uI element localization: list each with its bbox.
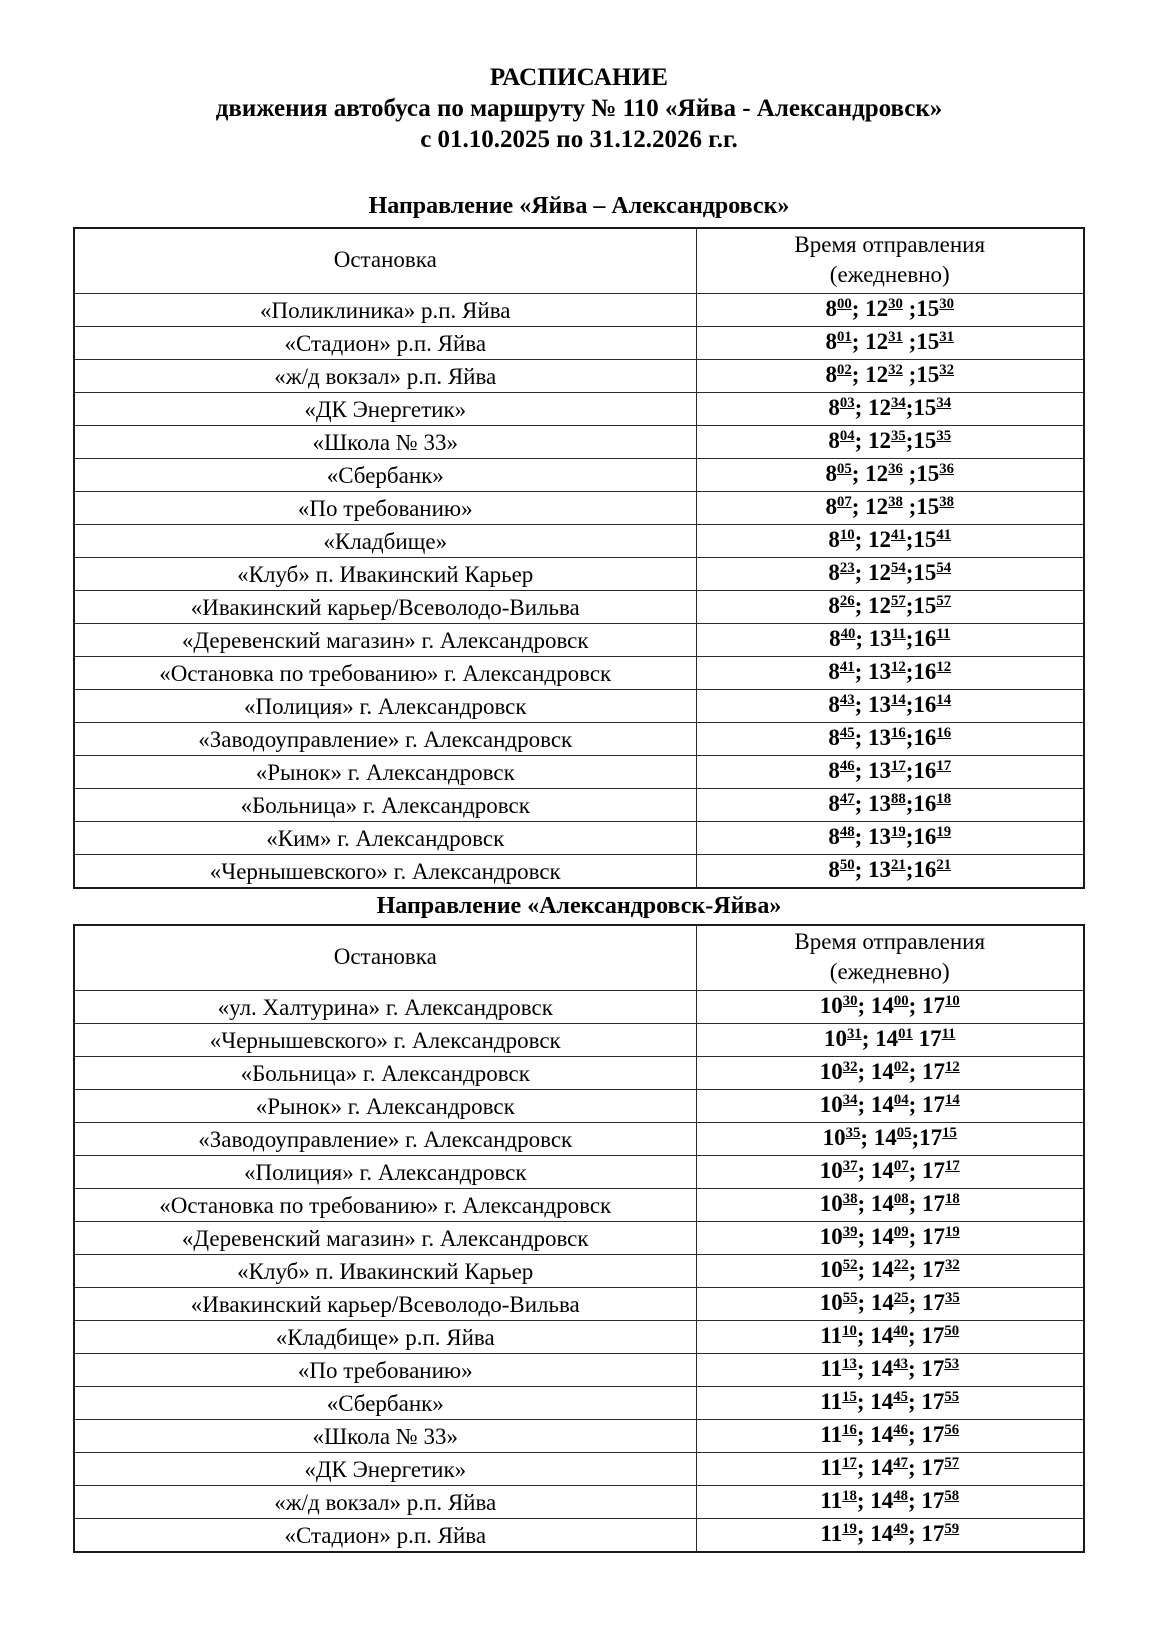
- time-minutes: 01: [898, 1025, 913, 1042]
- time-minutes: 31: [888, 328, 903, 345]
- departure-time-cell: $11^{10}$; $14^{40}$; $17^{50}$: [696, 1321, 1084, 1354]
- time-minutes: 41: [839, 658, 855, 675]
- table-row: [74, 1519, 1084, 1553]
- time-minutes: 45: [839, 724, 855, 741]
- departure-time-cell: $8^{23}$; $12^{54};15^{54}$: [696, 558, 1084, 591]
- document-title-line3: с 01.10.2025 по 31.12.2026 г.г.: [420, 126, 738, 153]
- stop-name-cell: «Рынок» г. Александровск: [74, 756, 696, 789]
- schedule-table-body: [74, 991, 1084, 1553]
- stop-name-cell: «Остановка по требованию» г. Александровск: [74, 657, 696, 690]
- time-minutes: 16: [842, 1421, 857, 1438]
- departure-time-cell: $10^{37}$; $14^{07}$; $17^{17}$: [696, 1156, 1084, 1189]
- table-row: [74, 1222, 1084, 1255]
- time-minutes: 88: [891, 790, 906, 807]
- stop-name-cell: «Ким» г. Александровск: [74, 822, 696, 855]
- table-row: [74, 558, 1084, 591]
- stop-name-cell: «ДК Энергетик»: [74, 1453, 696, 1486]
- stop-name-cell: «Клуб» п. Ивакинский Карьер: [74, 558, 696, 591]
- departure-time-cell: $11^{18}$; $14^{48}$; $17^{58}$: [696, 1486, 1084, 1519]
- time-minutes: 34: [842, 1091, 858, 1108]
- time-minutes: 19: [936, 823, 952, 840]
- stop-name-cell: «Деревенский магазин» г. Александровск: [74, 1222, 696, 1255]
- departure-time-cell: $8^{41}$; $13^{12};16^{12}$: [696, 657, 1084, 690]
- time-minutes: 11: [941, 1025, 956, 1042]
- departure-time-cell: $8^{07}$; $12^{38}$ $;15^{38}$: [696, 492, 1084, 525]
- time-minutes: 39: [842, 1223, 858, 1240]
- stop-name-cell: «ж/д вокзал» р.п. Яйва: [74, 1486, 696, 1519]
- time-minutes: 13: [842, 1355, 857, 1372]
- departure-time-cell: $10^{38}$; $14^{08}$; $17^{18}$: [696, 1189, 1084, 1222]
- table-row: [74, 690, 1084, 723]
- time-minutes: 40: [893, 1322, 908, 1339]
- table-row: [74, 1156, 1084, 1189]
- time-minutes: 46: [893, 1421, 908, 1438]
- time-minutes: 15: [842, 1388, 857, 1405]
- departure-time-cell: $8^{10}$; $12^{41};15^{41}$: [696, 525, 1084, 558]
- stop-name-cell: «Ивакинский карьер/Всеволодо-Вильва: [74, 591, 696, 624]
- time-minutes: 11: [891, 625, 906, 642]
- time-minutes: 02: [837, 361, 852, 378]
- column-header-time-line2: (ежедневно): [829, 262, 950, 287]
- table-row: [74, 1420, 1084, 1453]
- time-minutes: 03: [839, 394, 855, 411]
- time-minutes: 32: [888, 361, 903, 378]
- time-minutes: 56: [944, 1421, 960, 1438]
- departure-time-cell: $8^{40}$; $13^{11};16^{11}$: [696, 624, 1084, 657]
- time-minutes: 32: [945, 1256, 960, 1273]
- stop-name-cell: «Заводоуправление» г. Александровск: [74, 723, 696, 756]
- time-minutes: 08: [893, 1190, 909, 1207]
- time-minutes: 04: [893, 1091, 909, 1108]
- time-minutes: 16: [891, 724, 906, 741]
- time-minutes: 05: [896, 1124, 912, 1141]
- time-minutes: 47: [893, 1454, 908, 1471]
- time-minutes: 38: [888, 493, 903, 510]
- time-minutes: 57: [891, 592, 906, 609]
- time-minutes: 21: [936, 856, 952, 873]
- table-row: [74, 789, 1084, 822]
- time-minutes: 45: [893, 1388, 908, 1405]
- stop-name-cell: «Кладбище»: [74, 525, 696, 558]
- time-minutes: 01: [837, 328, 852, 345]
- column-header-stop: Остановка: [74, 925, 696, 991]
- time-minutes: 30: [842, 992, 858, 1009]
- stop-name-cell: «Стадион» р.п. Яйва: [74, 1519, 696, 1553]
- departure-time-cell: $8^{05}$; $12^{36}$ $;15^{36}$: [696, 459, 1084, 492]
- time-minutes: 19: [891, 823, 906, 840]
- stop-name-cell: «Кладбище» р.п. Яйва: [74, 1321, 696, 1354]
- column-header-stop: Остановка: [74, 228, 696, 294]
- time-minutes: 49: [893, 1520, 908, 1537]
- time-minutes: 30: [888, 295, 903, 312]
- time-minutes: 55: [842, 1289, 858, 1306]
- table-row: [74, 1024, 1084, 1057]
- column-header-departure-time: [696, 925, 1084, 991]
- stop-name-cell: «ж/д вокзал» р.п. Яйва: [74, 360, 696, 393]
- time-minutes: 14: [891, 691, 906, 708]
- departure-time-cell: $10^{55}$; $14^{25}$; $17^{35}$: [696, 1288, 1084, 1321]
- time-minutes: 18: [945, 1190, 960, 1207]
- table-row: [74, 360, 1084, 393]
- time-minutes: 43: [893, 1355, 908, 1372]
- time-minutes: 50: [944, 1322, 960, 1339]
- time-minutes: 18: [936, 790, 952, 807]
- table-row: [74, 991, 1084, 1024]
- stop-name-cell: «Полиция» г. Александровск: [74, 690, 696, 723]
- table-header-row: [74, 228, 1084, 294]
- table-row: [74, 624, 1084, 657]
- table-row: [74, 1321, 1084, 1354]
- time-minutes: 34: [936, 394, 952, 411]
- departure-time-cell: $8^{47}$; $13^{88};16^{18}$: [696, 789, 1084, 822]
- table-row: [74, 1057, 1084, 1090]
- time-minutes: 00: [893, 992, 909, 1009]
- time-minutes: 47: [839, 790, 855, 807]
- stop-name-cell: «Заводоуправление» г. Александровск: [74, 1123, 696, 1156]
- stop-name-cell: «Чернышевского» г. Александровск: [74, 855, 696, 889]
- time-minutes: 36: [939, 460, 954, 477]
- time-minutes: 19: [945, 1223, 960, 1240]
- time-minutes: 18: [842, 1487, 857, 1504]
- time-minutes: 38: [842, 1190, 858, 1207]
- time-minutes: 12: [936, 658, 952, 675]
- time-minutes: 30: [939, 295, 954, 312]
- time-minutes: 50: [839, 856, 855, 873]
- table-row: [74, 1123, 1084, 1156]
- departure-time-cell: $11^{16}$; $14^{46}$; $17^{56}$: [696, 1420, 1084, 1453]
- stop-name-cell: «Сбербанк»: [74, 459, 696, 492]
- column-header-departure-time: [696, 228, 1084, 294]
- stop-name-cell: «Остановка по требованию» г. Александровск: [74, 1189, 696, 1222]
- table-row: [74, 525, 1084, 558]
- stop-name-cell: «По требованию»: [74, 492, 696, 525]
- time-minutes: 43: [839, 691, 855, 708]
- time-minutes: 10: [842, 1322, 857, 1339]
- time-minutes: 54: [936, 559, 952, 576]
- time-minutes: 14: [936, 691, 952, 708]
- time-minutes: 52: [842, 1256, 858, 1273]
- time-minutes: 11: [936, 625, 951, 642]
- time-minutes: 10: [945, 992, 960, 1009]
- time-minutes: 00: [837, 295, 852, 312]
- time-minutes: 40: [840, 625, 856, 642]
- stop-name-cell: «Поликлиника» р.п. Яйва: [74, 294, 696, 327]
- departure-time-cell: $11^{19}$; $14^{49}$; $17^{59}$: [696, 1519, 1084, 1553]
- time-minutes: 38: [939, 493, 954, 510]
- departure-time-cell: $8^{02}$; $12^{32}$ $;15^{32}$: [696, 360, 1084, 393]
- time-minutes: 41: [891, 526, 906, 543]
- table-row: [74, 426, 1084, 459]
- column-header-time-line1: Время отправления: [794, 232, 986, 257]
- stop-name-cell: «Школа № 33»: [74, 426, 696, 459]
- departure-time-cell: $8^{48}$; $13^{19};16^{19}$: [696, 822, 1084, 855]
- departure-time-cell: $8^{45}$; $13^{16};16^{16}$: [696, 723, 1084, 756]
- time-minutes: 48: [893, 1487, 908, 1504]
- table-row: [74, 756, 1084, 789]
- table-row: [74, 1090, 1084, 1123]
- departure-time-cell: $10^{31}$; $14^{01}$ $17^{11}$: [696, 1024, 1084, 1057]
- table-row: [74, 657, 1084, 690]
- departure-time-cell: $8^{43}$; $13^{14};16^{14}$: [696, 690, 1084, 723]
- departure-time-cell: $10^{52}$; $14^{22}$; $17^{32}$: [696, 1255, 1084, 1288]
- time-minutes: 54: [891, 559, 906, 576]
- time-minutes: 57: [936, 592, 952, 609]
- departure-time-cell: $11^{13}$; $14^{43}$; $17^{53}$: [696, 1354, 1084, 1387]
- time-minutes: 09: [893, 1223, 909, 1240]
- time-minutes: 36: [888, 460, 903, 477]
- stop-name-cell: «Больница» г. Александровск: [74, 1057, 696, 1090]
- table-row: [74, 1189, 1084, 1222]
- time-minutes: 23: [839, 559, 855, 576]
- direction-heading-yayva-aleksandrovsk: Направление «Яйва – Александровск»: [368, 193, 790, 219]
- departure-time-cell: $8^{01}$; $12^{31}$ $;15^{31}$: [696, 327, 1084, 360]
- time-minutes: 15: [942, 1124, 957, 1141]
- time-minutes: 10: [839, 526, 855, 543]
- stop-name-cell: «Стадион» р.п. Яйва: [74, 327, 696, 360]
- time-minutes: 31: [846, 1025, 862, 1042]
- document-title-line1: РАСПИСАНИЕ: [489, 64, 669, 91]
- table-row: [74, 822, 1084, 855]
- time-minutes: 07: [837, 493, 852, 510]
- column-header-time-line1: Время отправления: [794, 929, 986, 954]
- departure-time-cell: $11^{15}$; $14^{45}$; $17^{55}$: [696, 1387, 1084, 1420]
- stop-name-cell: «ул. Халтурина» г. Александровск: [74, 991, 696, 1024]
- departure-time-cell: $8^{50}$; $13^{21};16^{21}$: [696, 855, 1084, 889]
- time-minutes: 34: [891, 394, 906, 411]
- time-minutes: 21: [891, 856, 906, 873]
- time-minutes: 32: [842, 1058, 858, 1075]
- table-row: [74, 723, 1084, 756]
- time-minutes: 19: [842, 1520, 857, 1537]
- stop-name-cell: «Ивакинский карьер/Всеволодо-Вильва: [74, 1288, 696, 1321]
- departure-time-cell: $10^{35}$; $14^{05};17^{15}$: [696, 1123, 1084, 1156]
- departure-time-cell: $8^{26}$; $12^{57};15^{57}$: [696, 591, 1084, 624]
- departure-time-cell: $8^{03}$; $12^{34};15^{34}$: [696, 393, 1084, 426]
- table-row: [74, 492, 1084, 525]
- table-row: [74, 1387, 1084, 1420]
- table-row: [74, 1255, 1084, 1288]
- stop-name-cell: «Рынок» г. Александровск: [74, 1090, 696, 1123]
- departure-time-cell: $10^{32}$; $14^{02}$; $17^{12}$: [696, 1057, 1084, 1090]
- table-row: [74, 294, 1084, 327]
- departure-time-cell: $10^{30}$; $14^{00}$; $17^{10}$: [696, 991, 1084, 1024]
- time-minutes: 16: [936, 724, 952, 741]
- time-minutes: 22: [893, 1256, 909, 1273]
- time-minutes: 41: [936, 526, 952, 543]
- stop-name-cell: «Школа № 33»: [74, 1420, 696, 1453]
- table-row: [74, 459, 1084, 492]
- schedule-table-aleksandrovsk-yayva: [73, 924, 1085, 1553]
- time-minutes: 31: [939, 328, 954, 345]
- time-minutes: 05: [837, 460, 852, 477]
- table-row: [74, 327, 1084, 360]
- column-header-time-line2: (ежедневно): [829, 959, 950, 984]
- direction-heading-aleksandrovsk-yayva: Направление «Александровск-Яйва»: [376, 893, 782, 919]
- time-minutes: 14: [945, 1091, 960, 1108]
- schedule-table-yayva-aleksandrovsk: [73, 227, 1085, 889]
- stop-name-cell: «Клуб» п. Ивакинский Карьер: [74, 1255, 696, 1288]
- table-row: [74, 591, 1084, 624]
- departure-time-cell: $8^{00}$; $12^{30}$ $;15^{30}$: [696, 294, 1084, 327]
- time-minutes: 59: [944, 1520, 960, 1537]
- time-minutes: 32: [939, 361, 954, 378]
- time-minutes: 55: [944, 1388, 960, 1405]
- table-row: [74, 1453, 1084, 1486]
- time-minutes: 07: [893, 1157, 909, 1174]
- departure-time-cell: $10^{39}$; $14^{09}$; $17^{19}$: [696, 1222, 1084, 1255]
- schedule-table-body: [74, 294, 1084, 889]
- stop-name-cell: «Деревенский магазин» г. Александровск: [74, 624, 696, 657]
- time-minutes: 17: [842, 1454, 857, 1471]
- table-row: [74, 1288, 1084, 1321]
- stop-name-cell: «Больница» г. Александровск: [74, 789, 696, 822]
- time-minutes: 35: [845, 1124, 861, 1141]
- document-title-block: [0, 0, 1158, 155]
- time-minutes: 53: [944, 1355, 960, 1372]
- time-minutes: 12: [891, 658, 906, 675]
- time-minutes: 04: [839, 427, 855, 444]
- time-minutes: 37: [842, 1157, 858, 1174]
- time-minutes: 35: [936, 427, 952, 444]
- time-minutes: 12: [945, 1058, 960, 1075]
- stop-name-cell: «Полиция» г. Александровск: [74, 1156, 696, 1189]
- stop-name-cell: «ДК Энергетик»: [74, 393, 696, 426]
- time-minutes: 58: [944, 1487, 960, 1504]
- departure-time-cell: $10^{34}$; $14^{04}$; $17^{14}$: [696, 1090, 1084, 1123]
- time-minutes: 17: [891, 757, 906, 774]
- time-minutes: 17: [936, 757, 952, 774]
- departure-time-cell: $11^{17}$; $14^{47}$; $17^{57}$: [696, 1453, 1084, 1486]
- time-minutes: 02: [893, 1058, 909, 1075]
- document-title-line2: движения автобуса по маршруту № 110 «Яйва - Александровск»: [215, 95, 943, 122]
- time-minutes: 57: [944, 1454, 960, 1471]
- time-minutes: 25: [893, 1289, 909, 1306]
- stop-name-cell: «Чернышевского» г. Александровск: [74, 1024, 696, 1057]
- time-minutes: 26: [839, 592, 855, 609]
- time-minutes: 48: [839, 823, 855, 840]
- table-row: [74, 1486, 1084, 1519]
- departure-time-cell: $8^{46}$; $13^{17};16^{17}$: [696, 756, 1084, 789]
- table-header-row: [74, 925, 1084, 991]
- table-row: [74, 1354, 1084, 1387]
- time-minutes: 46: [839, 757, 855, 774]
- time-minutes: 35: [891, 427, 906, 444]
- table-row: [74, 393, 1084, 426]
- stop-name-cell: «По требованию»: [74, 1354, 696, 1387]
- time-minutes: 17: [945, 1157, 960, 1174]
- departure-time-cell: $8^{04}$; $12^{35};15^{35}$: [696, 426, 1084, 459]
- time-minutes: 35: [945, 1289, 960, 1306]
- table-row: [74, 855, 1084, 889]
- stop-name-cell: «Сбербанк»: [74, 1387, 696, 1420]
